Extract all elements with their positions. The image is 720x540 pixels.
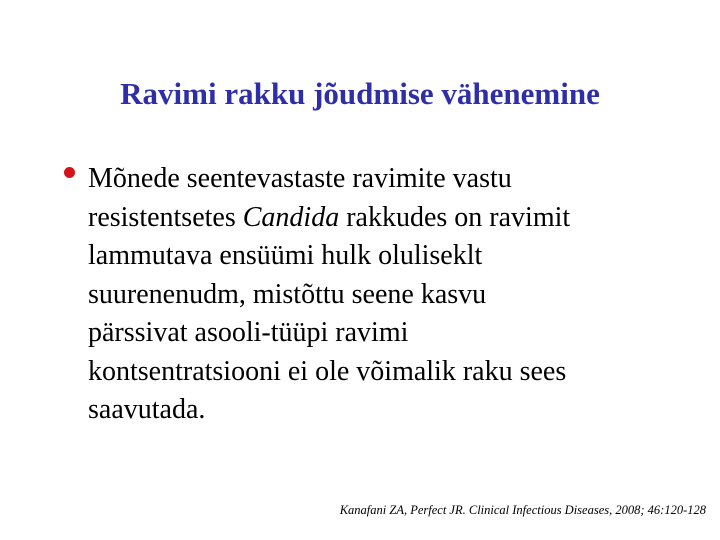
- species-name-italic: Candida: [242, 201, 340, 233]
- bullet-line: suurenenudm, mistõttu seene kasvu: [88, 278, 487, 310]
- bullet-text-block: [88, 160, 688, 430]
- slide-title: Ravimi rakku jõudmise vähenemine: [120, 76, 600, 111]
- bullet-line-text: rakkudes on ravimit: [339, 201, 571, 233]
- bullet-line: lammutava ensüümi hulk oluliseklt: [88, 240, 483, 271]
- bullet-line: saavutada.: [88, 394, 206, 425]
- citation-reference: Kanafani ZA, Perfect JR. Clinical Infectious Diseases, 2008; 46:120-128: [339, 503, 706, 517]
- bullet-dot-icon: [64, 167, 75, 178]
- bullet-line: kontsentratsiooni ei ole võimalik raku sees: [88, 355, 567, 387]
- bullet-line: Mõnede seentevastaste ravimite vastu: [88, 163, 512, 194]
- bullet-line: [88, 199, 688, 238]
- bullet-line: pärssivat asooli-tüüpi ravimi: [88, 317, 409, 348]
- bullet-line-text: resistentsetes: [88, 201, 243, 233]
